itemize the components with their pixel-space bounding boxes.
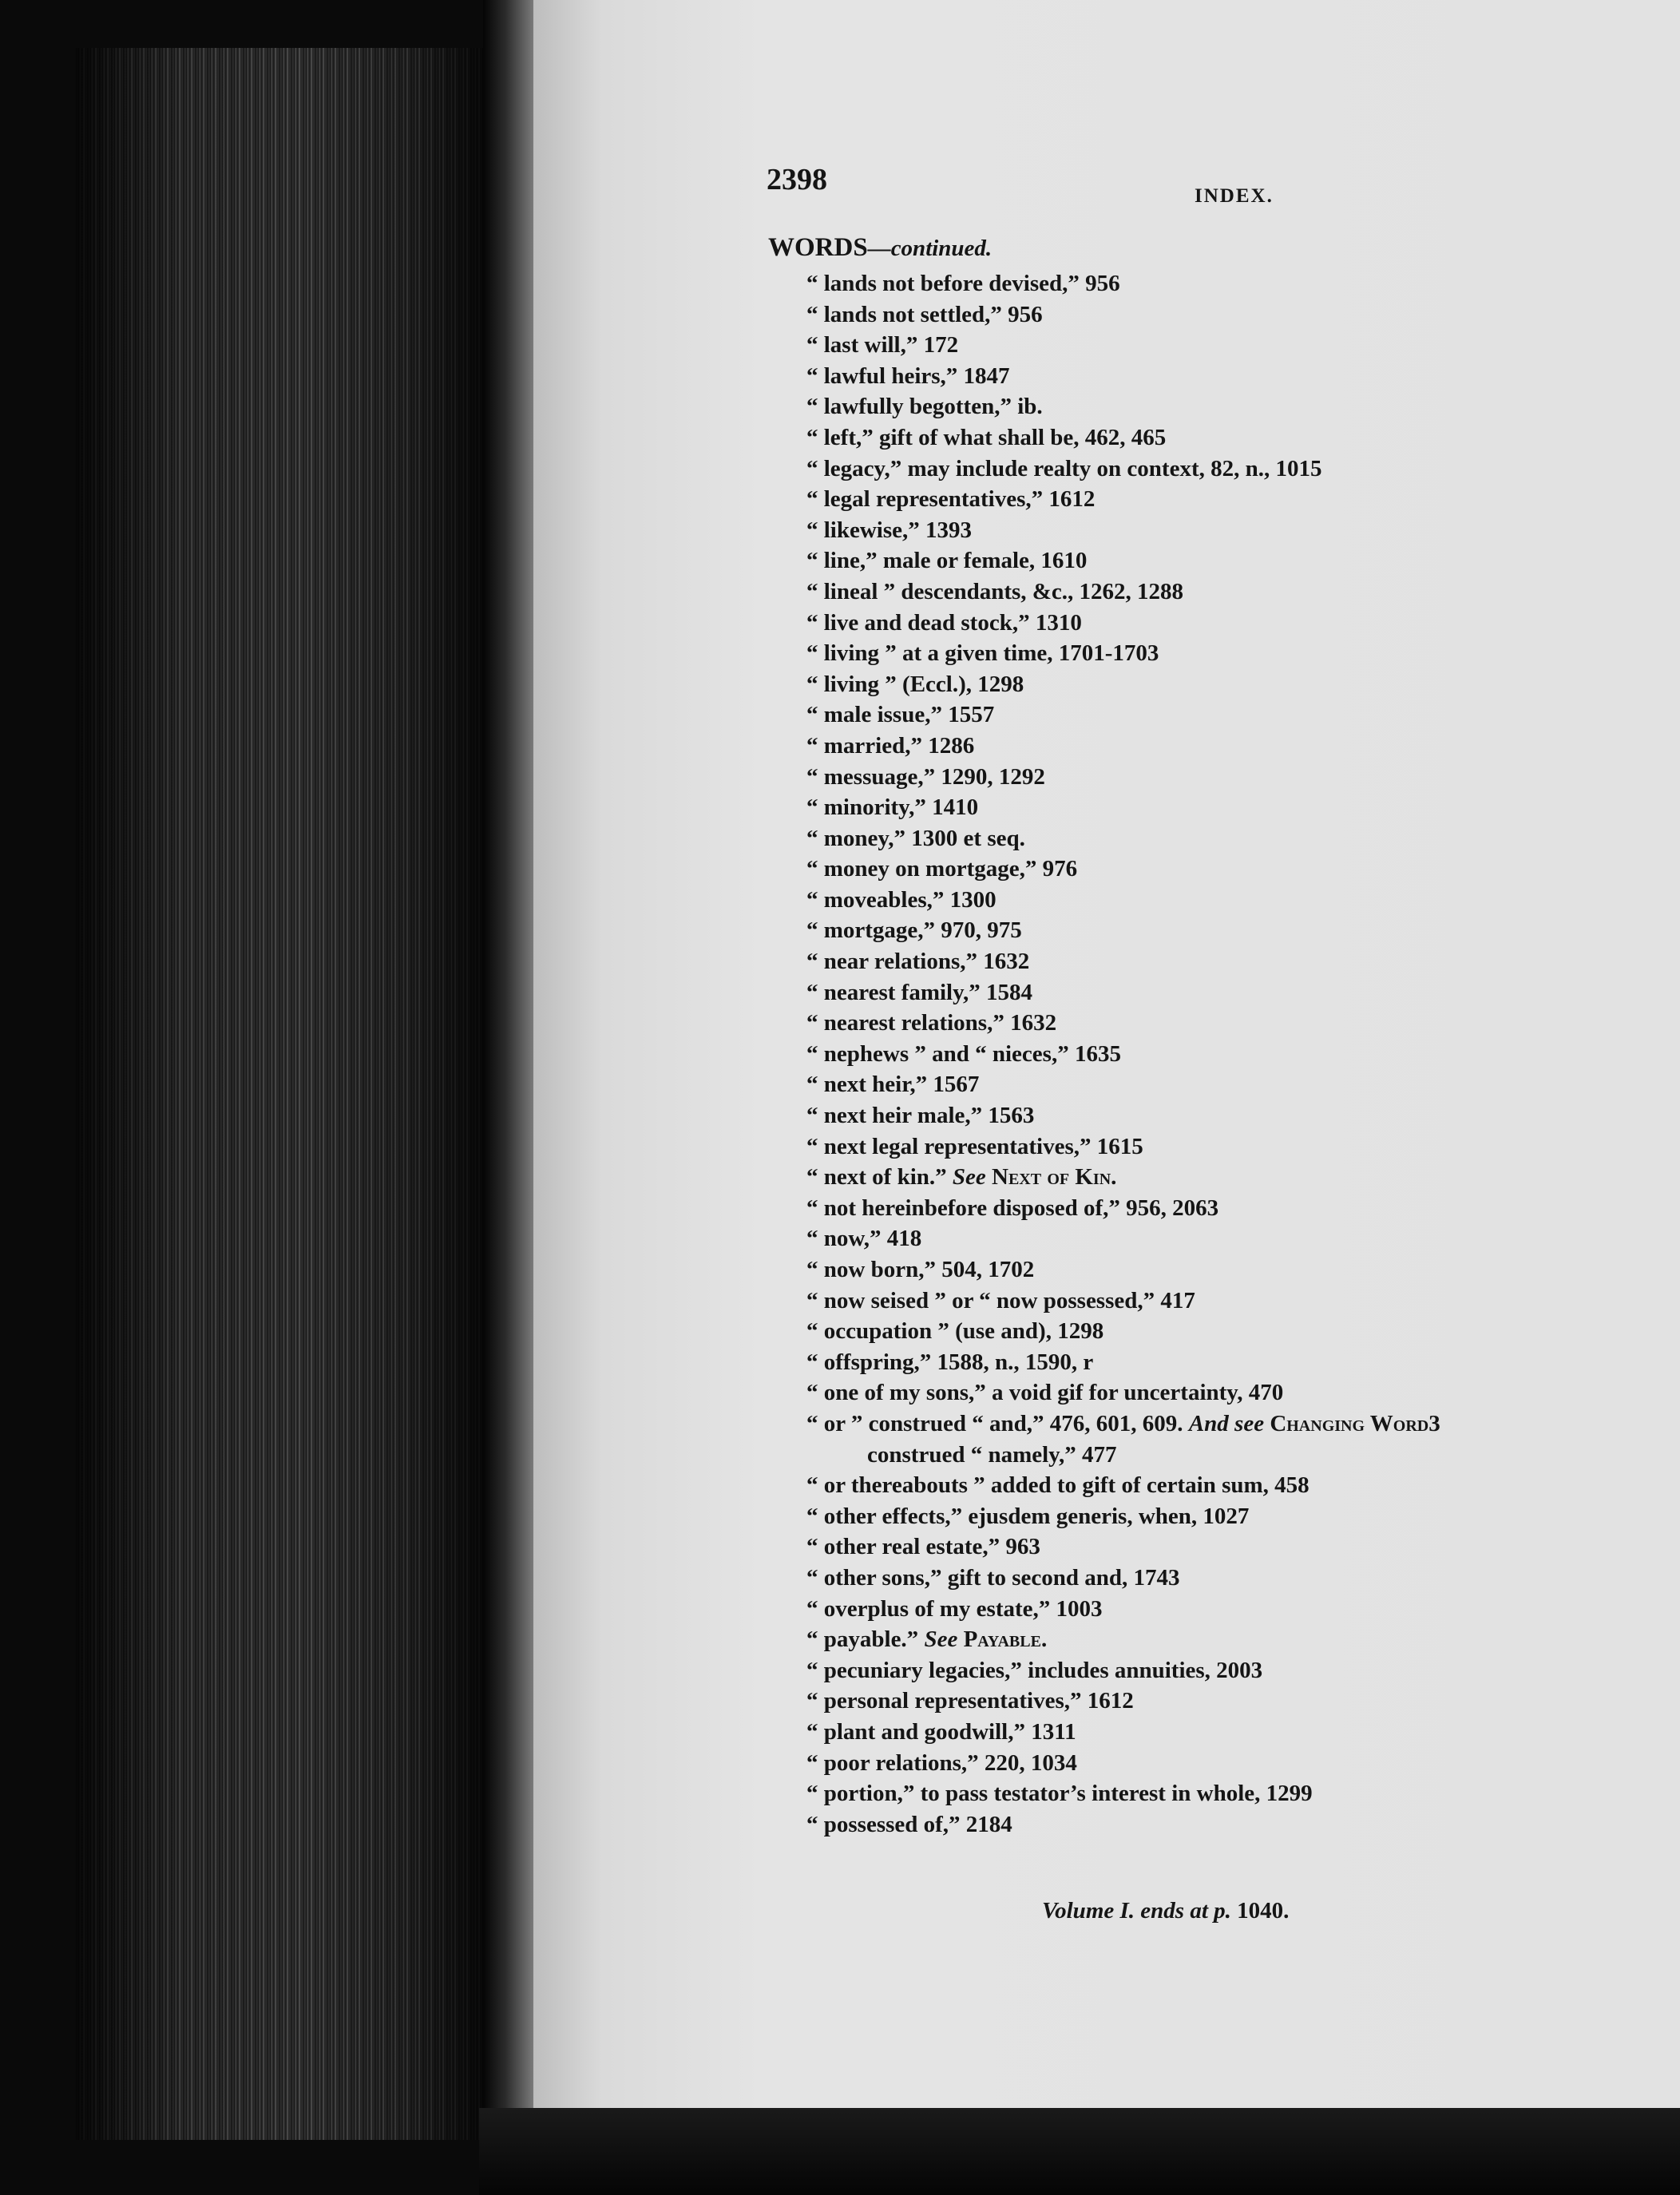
index-entry-text: “ not hereinbefore disposed of,” 956, 2063 xyxy=(806,1195,1219,1221)
see-reference-label: And see xyxy=(1188,1410,1265,1436)
index-entry xyxy=(806,1778,1645,1809)
page-number: 2398 xyxy=(767,163,827,196)
index-entry xyxy=(806,1193,1645,1224)
index-entry-text: “ legal representatives,” 1612 xyxy=(806,486,1096,513)
section-heading-title: WORDS xyxy=(768,233,868,262)
index-entry xyxy=(806,1008,1645,1039)
index-entry-text: “ payable.” xyxy=(806,1626,925,1653)
index-entry-list xyxy=(806,268,1645,1840)
index-entry xyxy=(806,1655,1645,1686)
index-entry-text: “ possessed of,” 2184 xyxy=(806,1811,1012,1837)
index-entry-text: “ personal representatives,” 1612 xyxy=(806,1688,1134,1714)
see-reference-label: See xyxy=(952,1164,986,1191)
index-entry xyxy=(806,762,1645,793)
index-entry-text: “ line,” male or female, 1610 xyxy=(806,548,1088,574)
index-entry xyxy=(806,915,1645,946)
index-entry-text: “ nearest family,” 1584 xyxy=(806,979,1032,1005)
index-entry xyxy=(806,608,1645,639)
cross-reference: Changing Word3 xyxy=(1270,1410,1440,1436)
index-entry xyxy=(806,699,1645,731)
index-entry-text: “ other effects,” ejusdem generis, when, 1027 xyxy=(806,1503,1250,1529)
index-entry xyxy=(806,1286,1645,1317)
cross-reference: Payable. xyxy=(963,1626,1048,1653)
book-page-edges xyxy=(76,48,491,2140)
index-entry-text: “ money,” 1300 et seq. xyxy=(806,825,1025,851)
running-header: INDEX. xyxy=(1195,185,1274,207)
volume-note xyxy=(1042,1898,1289,1924)
index-entry xyxy=(806,299,1645,331)
index-entry-text: “ mortgage,” 970, 975 xyxy=(806,917,1022,944)
index-entry-text: “ offspring,” 1588, n., 1590, r xyxy=(806,1349,1094,1375)
index-entry-text: “ one of my sons,” a void gif for uncertainty, 470 xyxy=(806,1380,1284,1406)
index-entry-text: “ messuage,” 1290, 1292 xyxy=(806,763,1045,790)
index-entry xyxy=(806,1686,1645,1717)
index-entry xyxy=(806,361,1645,392)
index-entry xyxy=(806,1531,1645,1563)
index-entry-text: “ next heir male,” 1563 xyxy=(806,1103,1035,1129)
index-entry-text: “ poor relations,” 220, 1034 xyxy=(806,1749,1077,1776)
page-bottom-shadow xyxy=(479,2108,1680,2195)
index-entry-text: “ living ” (Eccl.), 1298 xyxy=(806,671,1024,697)
index-entry xyxy=(806,1100,1645,1131)
index-entry-text: “ next of kin.” xyxy=(806,1164,953,1191)
index-entry xyxy=(806,823,1645,854)
index-entry xyxy=(806,576,1645,608)
index-entry xyxy=(806,638,1645,669)
index-entry xyxy=(806,1563,1645,1594)
index-entry-text: “ next legal representatives,” 1615 xyxy=(806,1133,1143,1159)
index-entry xyxy=(806,854,1645,885)
index-entry-text: “ lawful heirs,” 1847 xyxy=(806,363,1010,389)
index-entry xyxy=(806,454,1645,485)
index-entry xyxy=(806,1440,1645,1471)
index-entry xyxy=(806,731,1645,762)
index-entry xyxy=(806,391,1645,422)
index-entry xyxy=(806,1347,1645,1378)
index-entry-text: “ overplus of my estate,” 1003 xyxy=(806,1595,1103,1622)
index-entry xyxy=(806,1717,1645,1748)
index-entry xyxy=(806,1162,1645,1193)
index-entry xyxy=(806,977,1645,1008)
index-entry xyxy=(806,1223,1645,1254)
index-entry-text: “ legacy,” may include realty on context, 82, n., 1015 xyxy=(806,455,1322,481)
index-entry xyxy=(806,1069,1645,1100)
index-entry-text: “ lineal ” descendants, &c., 1262, 1288 xyxy=(806,578,1184,604)
index-entry xyxy=(806,885,1645,916)
index-entry xyxy=(806,545,1645,576)
volume-note-text: Volume I. ends at p. xyxy=(1042,1898,1231,1924)
section-heading-continued: —continued. xyxy=(867,236,993,261)
index-entry xyxy=(806,1809,1645,1840)
index-entry-text: “ likewise,” 1393 xyxy=(806,517,973,543)
index-entry xyxy=(806,1377,1645,1409)
index-entry-text: “ married,” 1286 xyxy=(806,732,975,759)
index-entry-text: “ nephews ” and “ nieces,” 1635 xyxy=(806,1040,1121,1067)
index-entry-text: “ living ” at a given time, 1701-1703 xyxy=(806,640,1159,667)
section-heading xyxy=(768,235,992,261)
index-entry-text: “ pecuniary legacies,” includes annuities, 2003 xyxy=(806,1657,1263,1683)
index-entry xyxy=(806,1409,1645,1440)
index-entry-text: “ near relations,” 1632 xyxy=(806,949,1030,975)
index-entry xyxy=(806,330,1645,361)
index-entry-text: “ plant and goodwill,” 1311 xyxy=(806,1718,1076,1745)
index-entry-text: “ now seised ” or “ now possessed,” 417 xyxy=(806,1287,1195,1313)
index-entry xyxy=(806,1470,1645,1501)
index-entry-text: “ occupation ” (use and), 1298 xyxy=(806,1318,1104,1345)
index-entry-text: “ moveables,” 1300 xyxy=(806,886,997,913)
index-entry xyxy=(806,669,1645,700)
index-entry-text: “ minority,” 1410 xyxy=(806,794,979,821)
index-entry xyxy=(806,1254,1645,1286)
index-entry xyxy=(806,1748,1645,1779)
volume-note-page: 1040. xyxy=(1230,1898,1290,1924)
index-entry xyxy=(806,1131,1645,1163)
see-reference-label: See xyxy=(924,1626,958,1653)
index-entry-text: “ last will,” 172 xyxy=(806,332,959,359)
index-entry-text: “ portion,” to pass testator’s interest in whole, 1299 xyxy=(806,1781,1313,1807)
book-gutter xyxy=(483,0,539,2195)
index-entry-text: “ live and dead stock,” 1310 xyxy=(806,609,1082,636)
index-entry-text: “ lands not settled,” 956 xyxy=(806,301,1043,327)
index-entry xyxy=(806,268,1645,299)
index-entry xyxy=(806,1624,1645,1655)
index-entry-text: “ money on mortgage,” 976 xyxy=(806,856,1078,882)
index-entry xyxy=(806,1594,1645,1625)
index-entry-text: “ nearest relations,” 1632 xyxy=(806,1010,1057,1036)
index-entry xyxy=(806,422,1645,454)
index-entry-text: “ lawfully begotten,” ib. xyxy=(806,394,1043,420)
index-entry-text: “ lands not before devised,” 956 xyxy=(806,271,1120,296)
index-entry-text: “ left,” gift of what shall be, 462, 465 xyxy=(806,424,1167,450)
index-entry xyxy=(806,1501,1645,1532)
index-entry-text: “ or thereabouts ” added to gift of certain sum, 458 xyxy=(806,1472,1310,1499)
cross-reference: Next of Kin. xyxy=(992,1164,1117,1191)
index-entry-text: “ now born,” 504, 1702 xyxy=(806,1257,1035,1282)
index-entry xyxy=(806,792,1645,823)
index-entry xyxy=(806,946,1645,977)
index-entry-text: “ next heir,” 1567 xyxy=(806,1072,980,1098)
index-entry-text: “ male issue,” 1557 xyxy=(806,702,995,728)
index-entry xyxy=(806,515,1645,546)
index-entry xyxy=(806,484,1645,515)
index-entry xyxy=(806,1316,1645,1347)
index-entry-text: “ other sons,” gift to second and, 1743 xyxy=(806,1564,1180,1591)
index-entry-text: construed “ namely,” 477 xyxy=(867,1441,1117,1468)
index-entry xyxy=(806,1039,1645,1070)
index-entry-text: “ other real estate,” 963 xyxy=(806,1534,1040,1560)
index-entry-text: “ or ” construed “ and,” 476, 601, 609. xyxy=(806,1410,1189,1436)
index-entry-text: “ now,” 418 xyxy=(806,1226,922,1252)
